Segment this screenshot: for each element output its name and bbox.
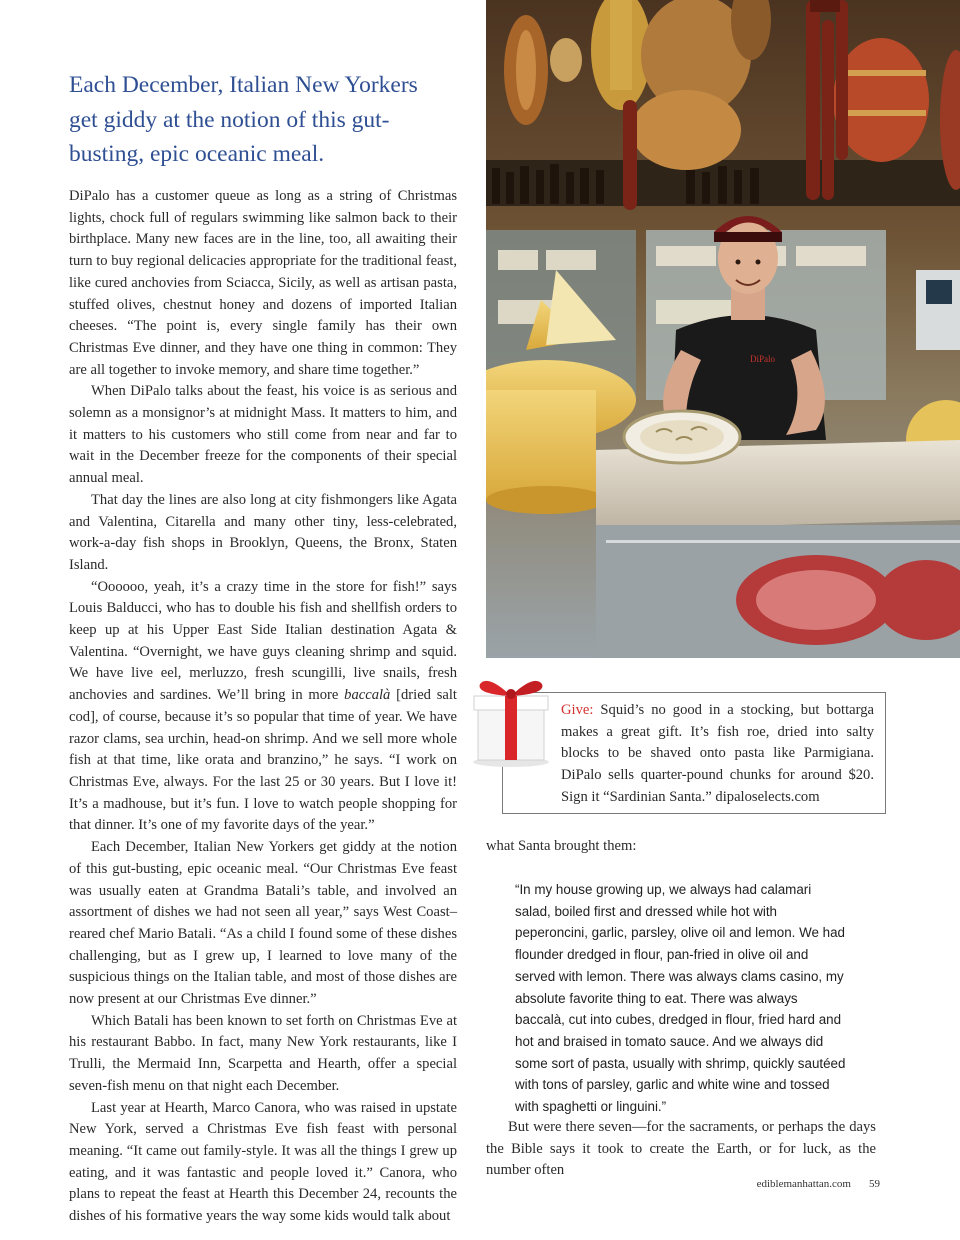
paragraph: Each December, Italian New Yorkers get giddy at the notion of this gut-busting, epic oceanic meal. “Our Christmas Eve feast was usually eaten at Grandma Batali’s table, and involved an assortment of dishes we had not seen all year,” says West Coast–reared chef Mario Batali. “As a child I found some of these dishes challenging, but as I grew up, I learned to love many of the suspicious things on the Italian table, and most of those dishes are now present at our Christmas Eve dinner.” [69, 839, 457, 1008]
italic-term: baccalà [344, 687, 391, 704]
shopkeeper-photo [486, 0, 960, 658]
gift-icon [468, 672, 554, 768]
block-quote: “In my house growing up, we always had calamari salad, boiled first and dressed while hot with peperoncini, garlic, parsley, olive oil and lemon. We had flounder dredged in flour, pan-fried in olive oil and served with lemon. There was always clams casino, my absolute favorite thing to eat. There was always baccalà, cut into cubes, dredged in flour, fried hard and hot and braised in tomato sauce. And we always did some sort of pasta, usually with shrimp, quickly sautéed with tons of parsley, garlic and white wine and tossed with spaghetti or linguini.” [515, 882, 846, 1115]
paragraph: Last year at Hearth, Marco Canora, who was raised in upstate New York, served a Christmas Eve fish feast with personal meaning. “It came out family-style. It was all the things I grew up eating, and it was fantastic and people loved it.” Canora, who plans to repeat the feast at Hearth this December 24, recounts the dishes of his formative years the way some kids would talk about [69, 1099, 457, 1225]
text-run: “Oooooo, yeah, it’s a crazy time in the store for fish!” says Louis Balducci, who has to double his fish and shellfish orders to keep up at his Upper East Side Italian destination Agata & Valentina. “Overnight, we have guys cleaning shrimp and squid. We have live eel, merluzzo, fresh scungilli, live snails, fresh anchovies and sardines. We’ll bring in more [69, 578, 457, 704]
right-column-continuation: But were there seven—for the sacraments, or perhaps the days the Bible says it took to create the Earth, or for luck, as the number often [486, 1119, 876, 1179]
photo-illustration [486, 0, 960, 658]
paragraph: That day the lines are also long at city fishmongers like Agata and Valentina, Citarella and many other tiny, less-celebrated, work-a-day fish shops in Brooklyn, Queens, the Bronx, Staten Island. [69, 491, 457, 573]
footer-site: ediblemanhattan.com [756, 1178, 851, 1190]
left-column [69, 186, 457, 1228]
gift-text [561, 700, 874, 809]
page-number: 59 [869, 1178, 880, 1190]
right-column-intro: what Santa brought them: [486, 838, 637, 854]
gift-body: Squid’s no good in a stocking, but bottarga makes a great gift. It’s fish roe, dried into salty blocks to be shaved onto pasta like Parmigiana. DiPalo sells quarter-pound chunks for around $20. Sign it “Sardinian Santa.” dipaloselects.com [561, 702, 874, 805]
paragraph: Which Batali has been known to set forth on Christmas Eve at his restaurant Babbo. In fact, many New York restaurants, like I Trulli, the Mermaid Inn, Scarpetta and Hearth, offer a special seven-fish menu on that night each December. [69, 1012, 457, 1094]
apron-text: DiPalo [750, 354, 776, 364]
give-label: Give: [561, 702, 594, 718]
paragraph: When DiPalo talks about the feast, his voice is as serious and solemn as a monsignor’s at midnight Mass. It matters to him, and it matters to his customers who still come from near and far to wait in the December freeze for the components of their special annual meal. [69, 383, 457, 487]
paragraph: DiPalo has a customer queue as long as a string of Christmas lights, chock full of regulars swimming like salmon back to their birthplace. Many new faces are in the line, too, all awaiting their turn to buy regional delicacies appropriate for the traditional feast, like cured anchovies from Sciacca, Sicily, as well as artisan pasta, stuffed olives, chestnut honey and dozens of imported Italian cheeses. “The point is, every single family has their own Christmas Eve dinner, and they have one thing in common: They are all together to invoke memory, and share time together.” [69, 188, 457, 378]
text-run: [dried salt cod], of course, because it’s so popular that time of year. We have razor clams, sea urchin, head-on shrimp. And we sell more whole fish at that time, like orata and branzino,” he says. “I work on Christmas Eve, always. For the last 25 or 30 years. But I love it! It’s a madhouse, but it’s fun. I love to watch people shopping for that dinner. It’s one of my favorite days of the year.” [69, 687, 457, 834]
paragraph [69, 577, 457, 837]
page-footer [700, 1178, 880, 1190]
pull-quote: Each December, Italian New Yorkers get giddy at the notion of this gut-busting, epic oceanic meal. [69, 72, 418, 167]
